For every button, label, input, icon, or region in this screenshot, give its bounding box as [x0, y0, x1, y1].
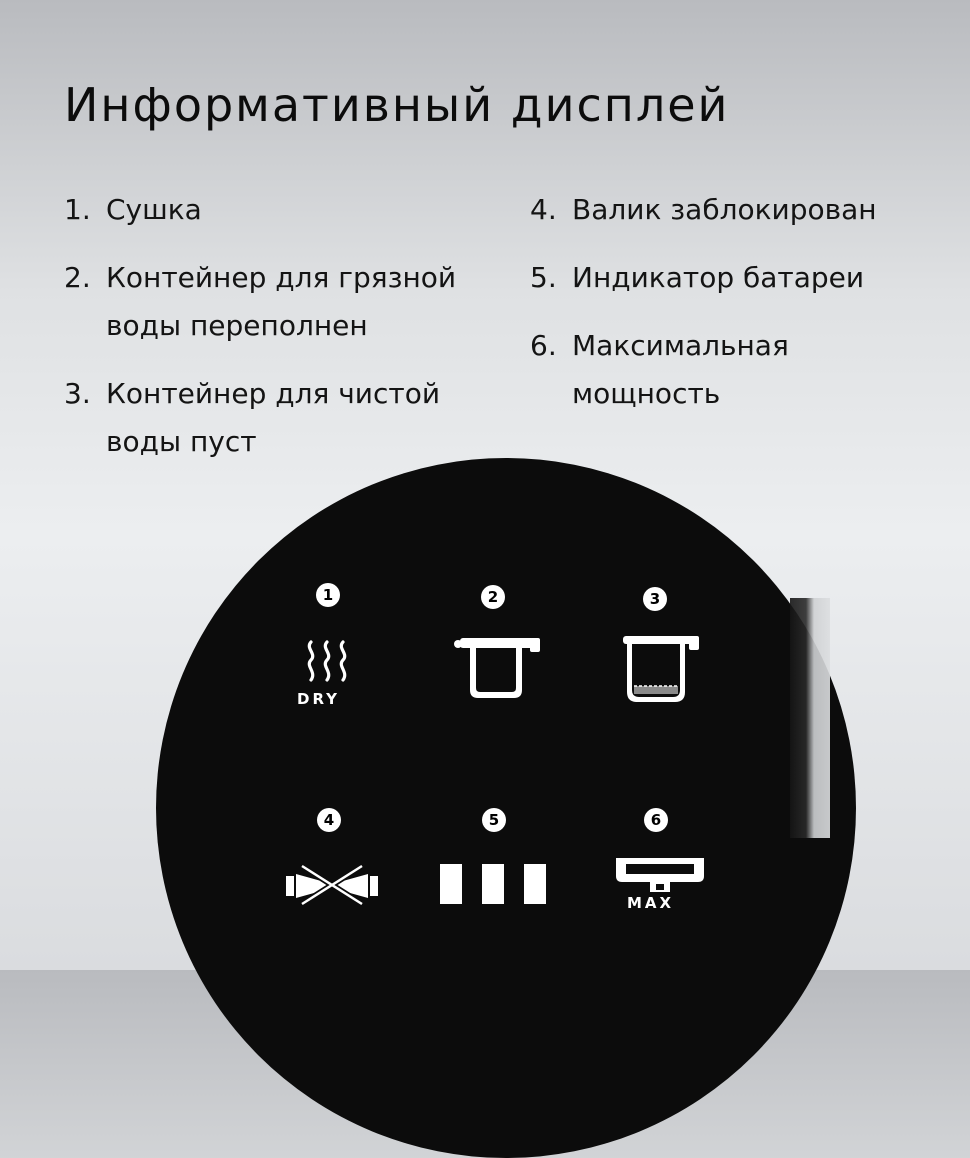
item-number: 3.	[64, 377, 91, 410]
list-item	[530, 322, 930, 418]
item-text: Сушка	[106, 193, 202, 226]
item-text: Контейнер для грязной воды переполнен	[106, 261, 457, 342]
item-text: Контейнер для чистой воды пуст	[106, 377, 441, 458]
feature-list-right	[530, 186, 930, 438]
item-number: 5.	[530, 261, 557, 294]
feature-list-left	[64, 186, 494, 486]
max-power-icon	[612, 856, 708, 892]
roller-blocked-icon	[284, 862, 380, 908]
clean-water-tank-empty-icon	[615, 634, 701, 706]
badge-5: 5	[482, 808, 506, 832]
battery-indicator-icon	[440, 862, 548, 906]
badge-1: 1	[316, 583, 340, 607]
list-item	[64, 370, 494, 466]
badge-2: 2	[481, 585, 505, 609]
dry-label: DRY	[297, 690, 341, 708]
badge-3: 3	[643, 587, 667, 611]
item-text: Максимальная мощность	[572, 329, 789, 410]
item-number: 2.	[64, 261, 91, 294]
item-number: 1.	[64, 193, 91, 226]
display-panel	[156, 458, 856, 1158]
max-label: MAX	[627, 894, 675, 912]
item-number: 6.	[530, 329, 557, 362]
badge-4: 4	[317, 808, 341, 832]
item-text: Индикатор батареи	[572, 261, 865, 294]
list-item	[530, 186, 930, 234]
list-item	[530, 254, 930, 302]
list-item	[64, 254, 494, 350]
list-item	[64, 186, 494, 234]
item-number: 4.	[530, 193, 557, 226]
page-title: Информативный дисплей	[64, 78, 730, 132]
panel-edge	[790, 598, 830, 838]
item-text: Валик заблокирован	[572, 193, 877, 226]
steam-dry-icon	[301, 638, 357, 684]
dirty-water-tank-icon	[450, 634, 542, 704]
badge-6: 6	[644, 808, 668, 832]
